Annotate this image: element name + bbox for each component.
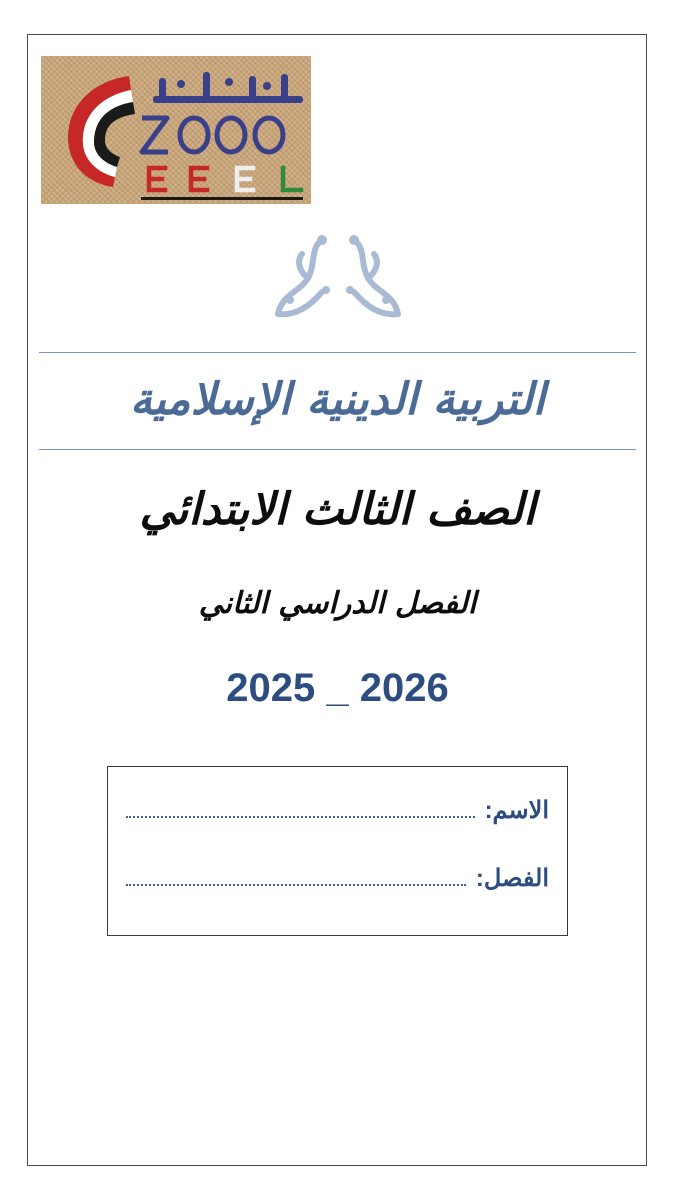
class-label: الفصل:	[475, 865, 549, 892]
logo-arabic-wordmark	[153, 72, 303, 103]
name-field-row	[126, 787, 549, 827]
grade-title: الصف الثالث الابتدائي	[139, 484, 536, 535]
title-rule-bottom	[39, 449, 636, 450]
title-rule-top	[39, 352, 636, 353]
class-field-row	[126, 855, 549, 895]
class-field[interactable]	[126, 884, 466, 886]
logo-graphic	[41, 56, 311, 204]
name-label: الاسم:	[484, 797, 549, 824]
publisher-logo	[41, 56, 311, 204]
subject-title: التربية الدينية الإسلامية	[130, 374, 545, 425]
academic-year: 2025 _ 2026	[226, 666, 449, 710]
name-field[interactable]	[126, 816, 475, 818]
student-info-box	[107, 766, 568, 936]
floral-ornament	[270, 230, 406, 326]
logo-zooo-wordmark	[142, 118, 283, 152]
logo-eel-wordmark	[149, 168, 301, 190]
term-title: الفصل الدراسي الثاني	[198, 586, 477, 621]
